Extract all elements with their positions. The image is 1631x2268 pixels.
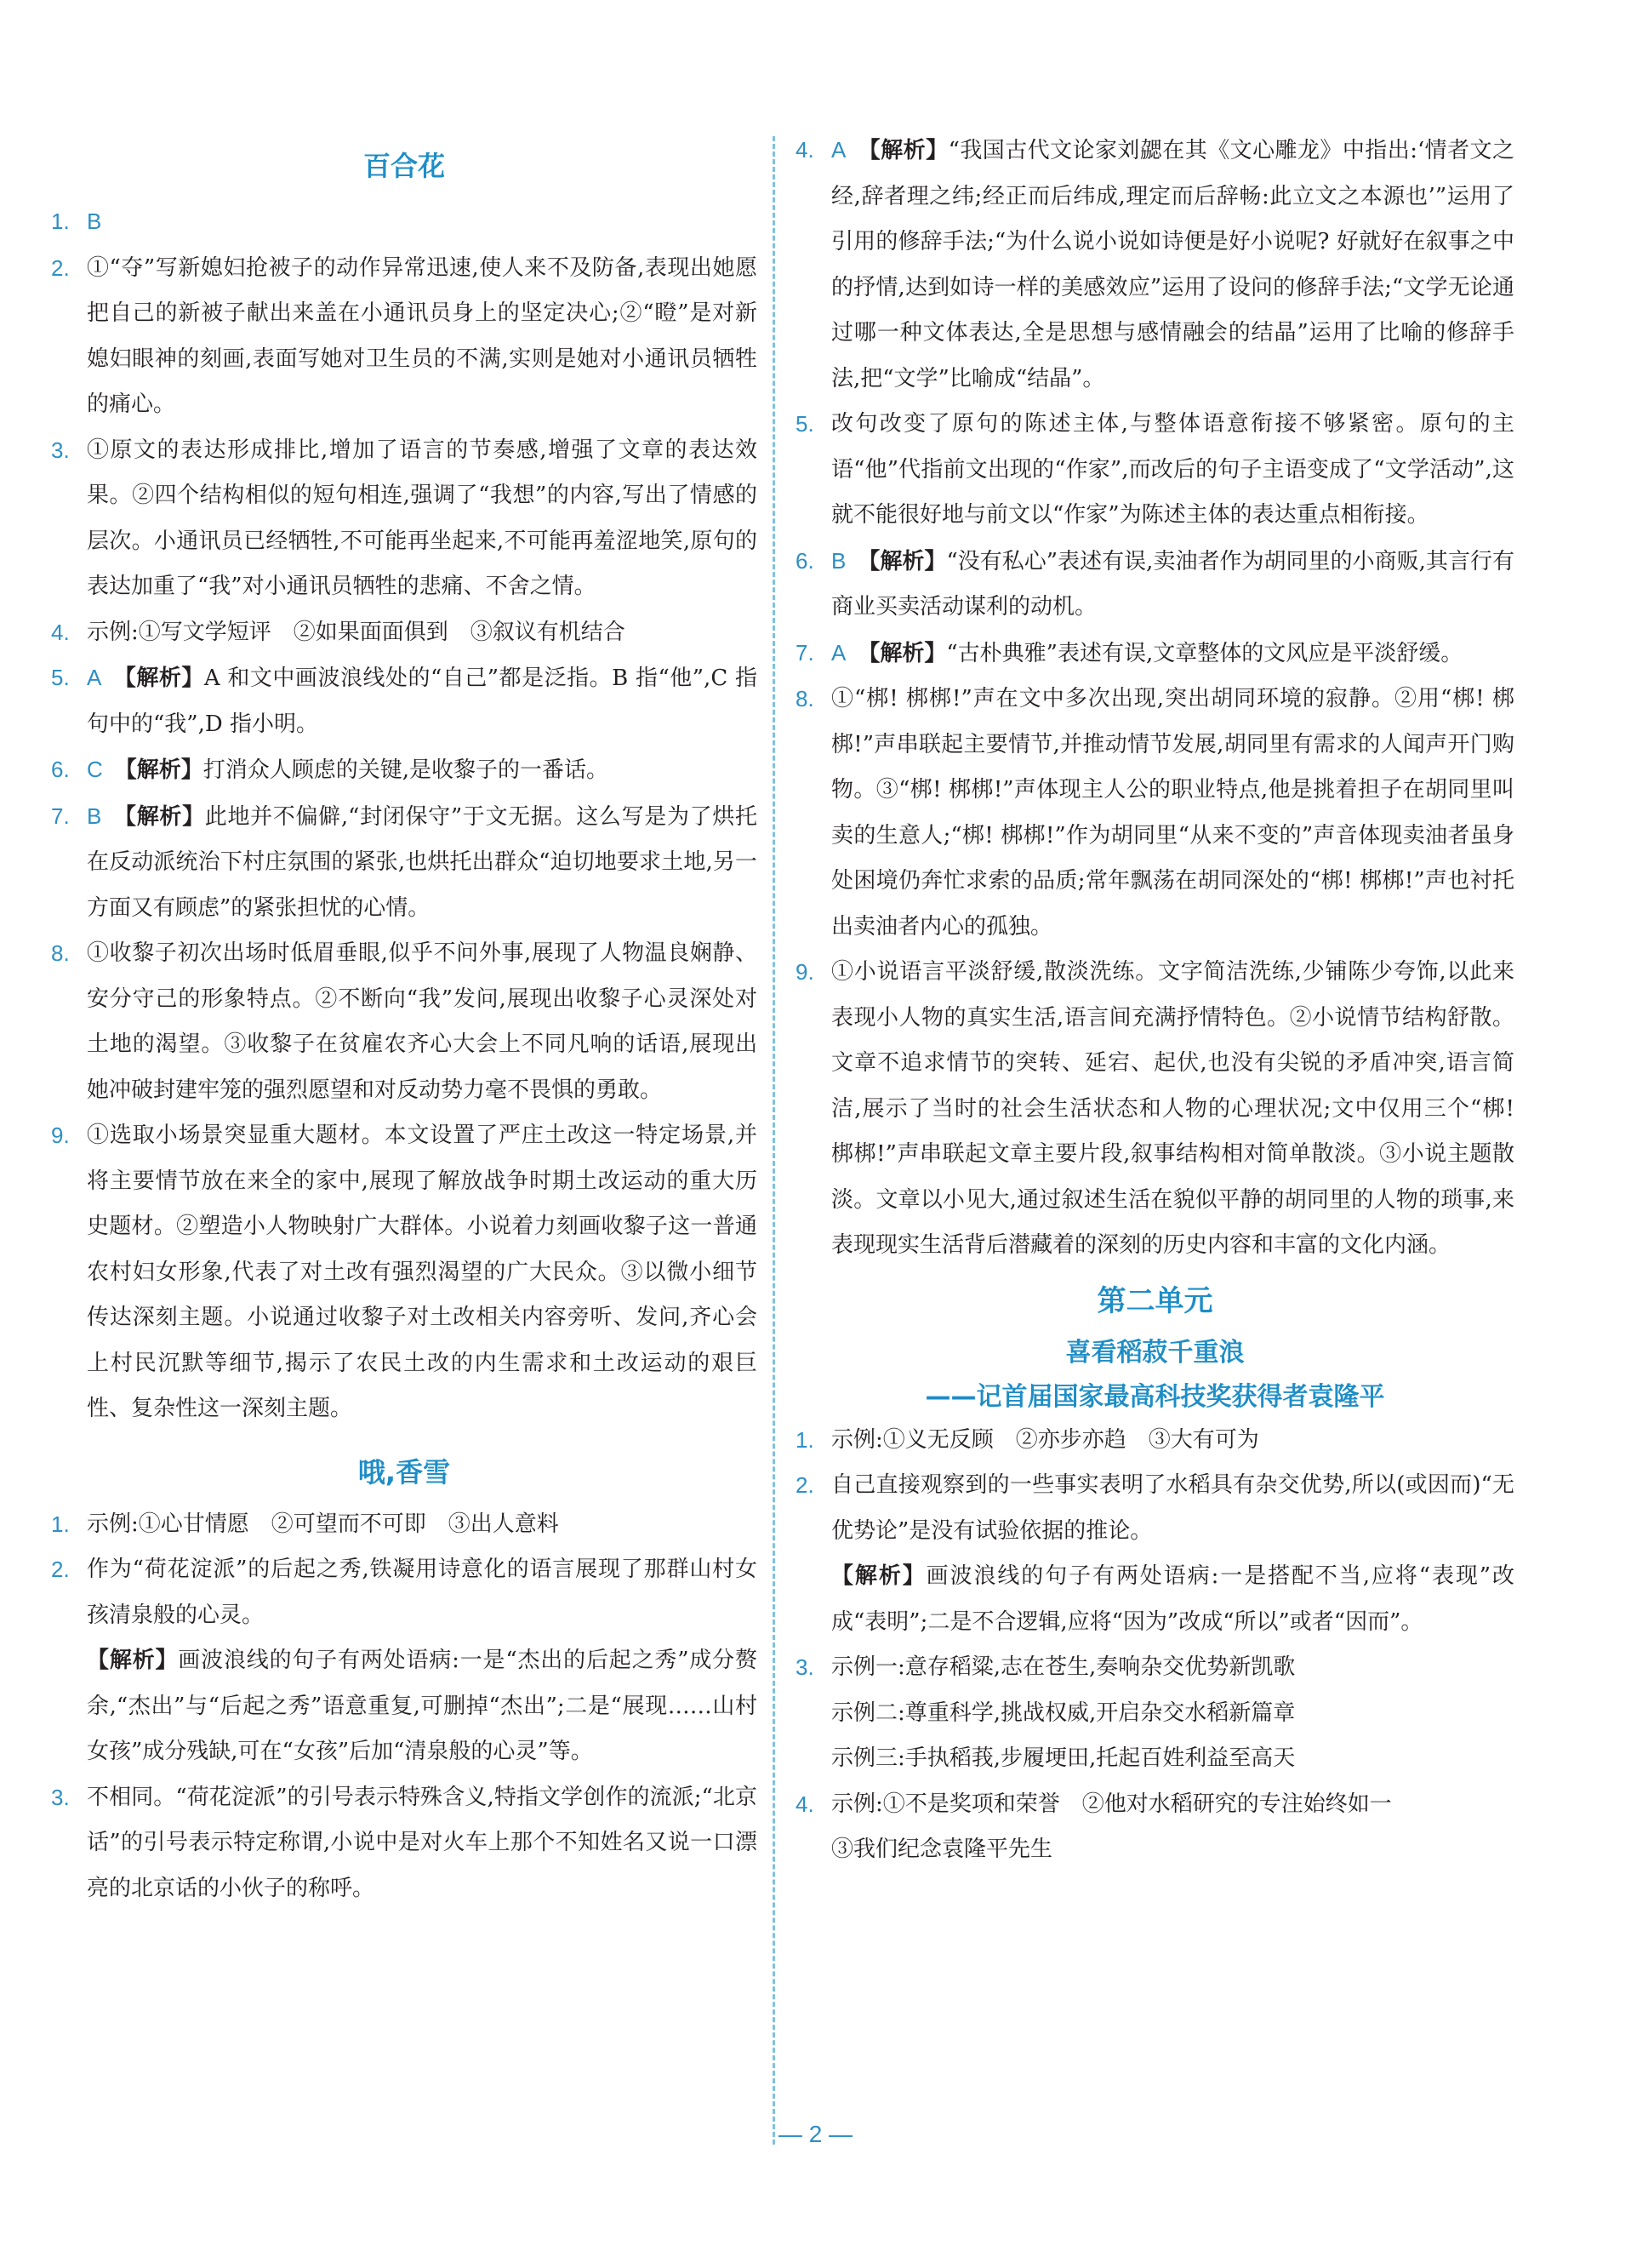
question-item — [796, 950, 1514, 1269]
analysis-tag: 【解析】 — [858, 640, 947, 666]
answer-choice: A — [831, 137, 847, 163]
question-item — [796, 1782, 1514, 1873]
analysis-text: 打消众人顾虑的关键,是收黎子的一番话。 — [202, 757, 609, 783]
answer-choice: B — [87, 803, 102, 829]
unit-title: 第二单元 — [1097, 1283, 1213, 1318]
question-item — [51, 428, 757, 610]
answer-line: 示例三:手执稻莪,步履埂田,托起百姓利益至高天 — [831, 1745, 1296, 1771]
section-subtitle-daoshu: ——记首届国家最高科技奖获得者袁隆平 — [925, 1381, 1385, 1412]
question-number: 7. — [796, 639, 814, 666]
question-item — [51, 246, 757, 428]
answer-text: ①选取小场景突显重大题材。本文设置了严庄土改这一特定场景,并将主要情节放在来全的家中,展现了解放战争时期土改运动的重大历史题材。②塑造小人物映射广大群体。小说着力刻画收黎子这一普通农村妇女形象,代表了对土改有强烈渴望的广大民众。③以微小细节传达深刻主题。小说通过收黎子对土改相关内容旁听、发问,齐心会上村民沉默等细节,揭示了农民土改的内生需求和土改运动的艰巨性、复杂性这一深刻主题。 — [87, 1123, 757, 1421]
answer-text: 作为“荷花淀派”的后起之秀,铁凝用诗意化的语言展现了那群山村女孩清泉般的心灵。 — [87, 1557, 757, 1628]
answer-text: 示例:①心甘情愿 ②可望而不可即 ③出人意料 — [87, 1511, 559, 1537]
question-item — [796, 1645, 1514, 1782]
answer-line: 示例二:尊重科学,挑战权威,开启杂交水稻新篇章 — [831, 1700, 1296, 1726]
answer-choice: B — [831, 547, 847, 574]
answer-text: ①收黎子初次出场时低眉垂眼,似乎不问外事,展现了人物温良娴静、安分守己的形象特点。②不断向“我”发问,展现出收黎子心灵深处对土地的渴望。③收黎子在贫雇农齐心大会上不同凡响的话语,展现出她冲破封建牢笼的强烈愿望和对反动势力毫不畏惧的勇敢。 — [87, 940, 757, 1103]
question-number: 2. — [796, 1472, 814, 1498]
question-number: 3. — [51, 437, 70, 463]
analysis-tag: 【解析】 — [831, 1563, 927, 1589]
analysis-text: 画波浪线的句子有两处语病:一是“杰出的后起之秀”成分赘余,“杰出”与“后起之秀”语意重复,可删掉“杰出”;二是“展现……山村女孩”成分残缺,可在“女孩”后加“清泉般的心灵”等。 — [87, 1648, 757, 1764]
question-number: 3. — [796, 1654, 814, 1680]
question-item — [51, 747, 757, 794]
question-item — [51, 610, 757, 656]
analysis-tag: 【解析】 — [858, 548, 947, 574]
answer-choice: B — [87, 209, 102, 234]
question-number: 9. — [51, 1123, 70, 1148]
answer-text: 示例:①义无反顾 ②亦步亦趋 ③大有可为 — [831, 1426, 1259, 1453]
analysis-tag: 【解析】 — [113, 666, 204, 691]
column-divider — [773, 136, 775, 2145]
answer-text: ①“夺”写新媳妇抢被子的动作异常迅速,使人来不及防备,表现出她愿把自己的新被子献出来盖在小通讯员身上的坚定决心;②“瞪”是对新媳妇眼神的刻画,表面写她对卫生员的不满,实则是她对小通讯员牺牲的痛心。 — [87, 254, 757, 417]
question-number: 1. — [51, 209, 70, 234]
question-item — [51, 655, 757, 747]
answer-text: 示例:①写文学短评 ②如果面面俱到 ③叙议有机结合 — [87, 619, 625, 645]
answer-text: 改句改变了原句的陈述主体,与整体语意衔接不够紧密。原句的主语“他”代指前文出现的“作家”,而改后的句子主语变成了“文学活动”,这就不能很好地与前文以“作家”为陈述主体的表达重点相衔接。 — [831, 411, 1514, 528]
question-number: 5. — [796, 411, 814, 437]
question-number: 6. — [51, 757, 70, 782]
question-number: 2. — [51, 1557, 70, 1582]
answer-choice: A — [87, 665, 102, 690]
analysis-text: “我国古代文论家刘勰在其《文心雕龙》中指出:‘情者文之经,辞者理之纬;经正而后纬成,理定而后辞畅:此立文之本源也’”运用了引用的修辞手法;“为什么说小说如诗便是好小说呢? 好就好在叙事之中的抒情,达到如诗一样的美感效应”运用了设问的修辞手法;“文学无论通过哪一种文体表达,全是思想与感情融会的结晶”运用了比喻的修辞手法,把“文学”比喻成“结晶”。 — [831, 138, 1514, 391]
analysis-block — [51, 1638, 757, 1775]
question-item — [796, 539, 1514, 631]
question-number: 4. — [51, 619, 70, 645]
question-item — [51, 1775, 757, 1912]
question-number: 3. — [51, 1784, 70, 1810]
answer-text: ①小说语言平淡舒缓,散淡洗练。文字简洁洗练,少铺陈少夸饰,以此来表现小人物的真实生活,语言间充满抒情特色。②小说情节结构舒散。文章不追求情节的突转、延宕、起伏,也没有尖锐的矛盾冲突,语言简洁,展示了当时的社会生活状态和人物的心理状况;文中仅用三个“梆! 梆梆!”声串联起文章主要片段,叙事结构相对简单散淡。③小说主题散淡。文章以小见大,通过叙述生活在貌似平静的胡同里的人物的琐事,来表现现实生活背后潜藏着的深刻的历史内容和丰富的文化内涵。 — [831, 959, 1514, 1258]
question-item — [796, 677, 1514, 950]
analysis-text: A 和文中画波浪线处的“自己”都是泛指。B 指“他”,C 指句中的“我”,D 指小明。 — [87, 666, 757, 737]
question-number: 2. — [51, 254, 70, 281]
question-item — [796, 631, 1514, 677]
question-number: 8. — [51, 940, 70, 966]
question-item — [51, 931, 757, 1113]
question-item — [51, 199, 757, 246]
analysis-tag: 【解析】 — [858, 138, 949, 163]
question-number: 7. — [51, 803, 70, 829]
answer-text: 自己直接观察到的一些事实表明了水稻具有杂交优势,所以(或因而)“无优势论”是没有试验依据的推论。 — [831, 1472, 1514, 1544]
answer-line: ③我们纪念袁隆平先生 — [831, 1837, 1053, 1862]
analysis-tag: 【解析】 — [114, 757, 203, 783]
section-title-daoshu: 喜看稻菽千重浪 — [1065, 1337, 1245, 1368]
question-item — [51, 794, 757, 932]
section-title-xiangxue: 哦,香雪 — [357, 1455, 451, 1488]
question-number: 5. — [51, 665, 70, 690]
analysis-text: 画波浪线的句子有两处语病:一是搭配不当,应将“表现”改成“表明”;二是不合逻辑,应将“因为”改成“所以”或者“因而”。 — [831, 1563, 1514, 1635]
analysis-text: “古朴典雅”表述有误,文章整体的文风应是平淡舒缓。 — [946, 640, 1463, 666]
question-number: 6. — [796, 547, 814, 574]
question-item — [51, 1113, 757, 1432]
answer-line: 示例一:意存稻粱,志在苍生,奏响杂交优势新凯歌 — [831, 1654, 1296, 1680]
question-item — [51, 1547, 757, 1638]
analysis-block — [796, 1554, 1514, 1645]
question-number: 8. — [796, 686, 814, 711]
answer-choice: C — [87, 757, 103, 782]
analysis-text: “没有私心”表述有误,卖油者作为胡同里的小商贩,其言行有商业买卖活动谋利的动机。 — [831, 548, 1514, 620]
analysis-tag: 【解析】 — [87, 1648, 179, 1673]
question-item — [796, 1463, 1514, 1554]
question-number: 9. — [796, 959, 814, 985]
question-number: 1. — [796, 1426, 814, 1453]
answer-text: ①“梆! 梆梆!”声在文中多次出现,突出胡同环境的寂静。②用“梆! 梆梆!”声串联起主要情节,并推动情节发展,胡同里有需求的人闻声开门购物。③“梆! 梆梆!”声体现主人公的职业特点,他是挑着担子在胡同里叫卖的生意人;“梆! 梆梆!”作为胡同里“从来不变的”声音体现卖油者虽身处困境仍奔忙求索的品质;常年飘荡在胡同深处的“梆! 梆梆!”声也衬托出卖油者内心的孤独。 — [831, 686, 1514, 940]
answer-text: 不相同。“荷花淀派”的引号表示特殊含义,特指文学创作的流派;“北京话”的引号表示特定称谓,小说中是对火车上那个不知姓名又说一口漂亮的北京话的小伙子的称呼。 — [87, 1784, 757, 1901]
page-number: — 2 — — [778, 2121, 853, 2147]
question-item — [796, 402, 1514, 539]
analysis-tag: 【解析】 — [113, 803, 205, 830]
question-item — [51, 1502, 757, 1548]
question-number: 1. — [51, 1511, 70, 1537]
question-number: 4. — [796, 1791, 814, 1817]
left-column — [51, 128, 757, 1911]
answer-line: 示例:①不是奖项和荣誉 ②他对水稻研究的专注始终如一 — [831, 1791, 1392, 1817]
answer-text: ①原文的表达形成排比,增加了语言的节奏感,增强了文章的表达效果。②四个结构相似的短句相连,强调了“我想”的内容,写出了情感的层次。小通讯员已经牺牲,不可能再坐起来,不可能再羞涩地笑,原句的表达加重了“我”对小通讯员牺牲的悲痛、不舍之情。 — [87, 437, 757, 599]
right-column — [796, 128, 1514, 1873]
question-number: 4. — [796, 137, 814, 163]
section-title-baihehua: 百合花 — [362, 150, 445, 182]
question-item — [796, 1418, 1514, 1464]
answer-choice: A — [831, 639, 847, 666]
analysis-text: 此地并不偏僻,“封闭保守”于文无据。这么写是为了烘托在反动派统治下村庄氛围的紧张,也烘托出群众“迫切地要求土地,另一方面又有顾虑”的紧张担忧的心情。 — [87, 803, 757, 921]
question-item — [796, 128, 1514, 402]
